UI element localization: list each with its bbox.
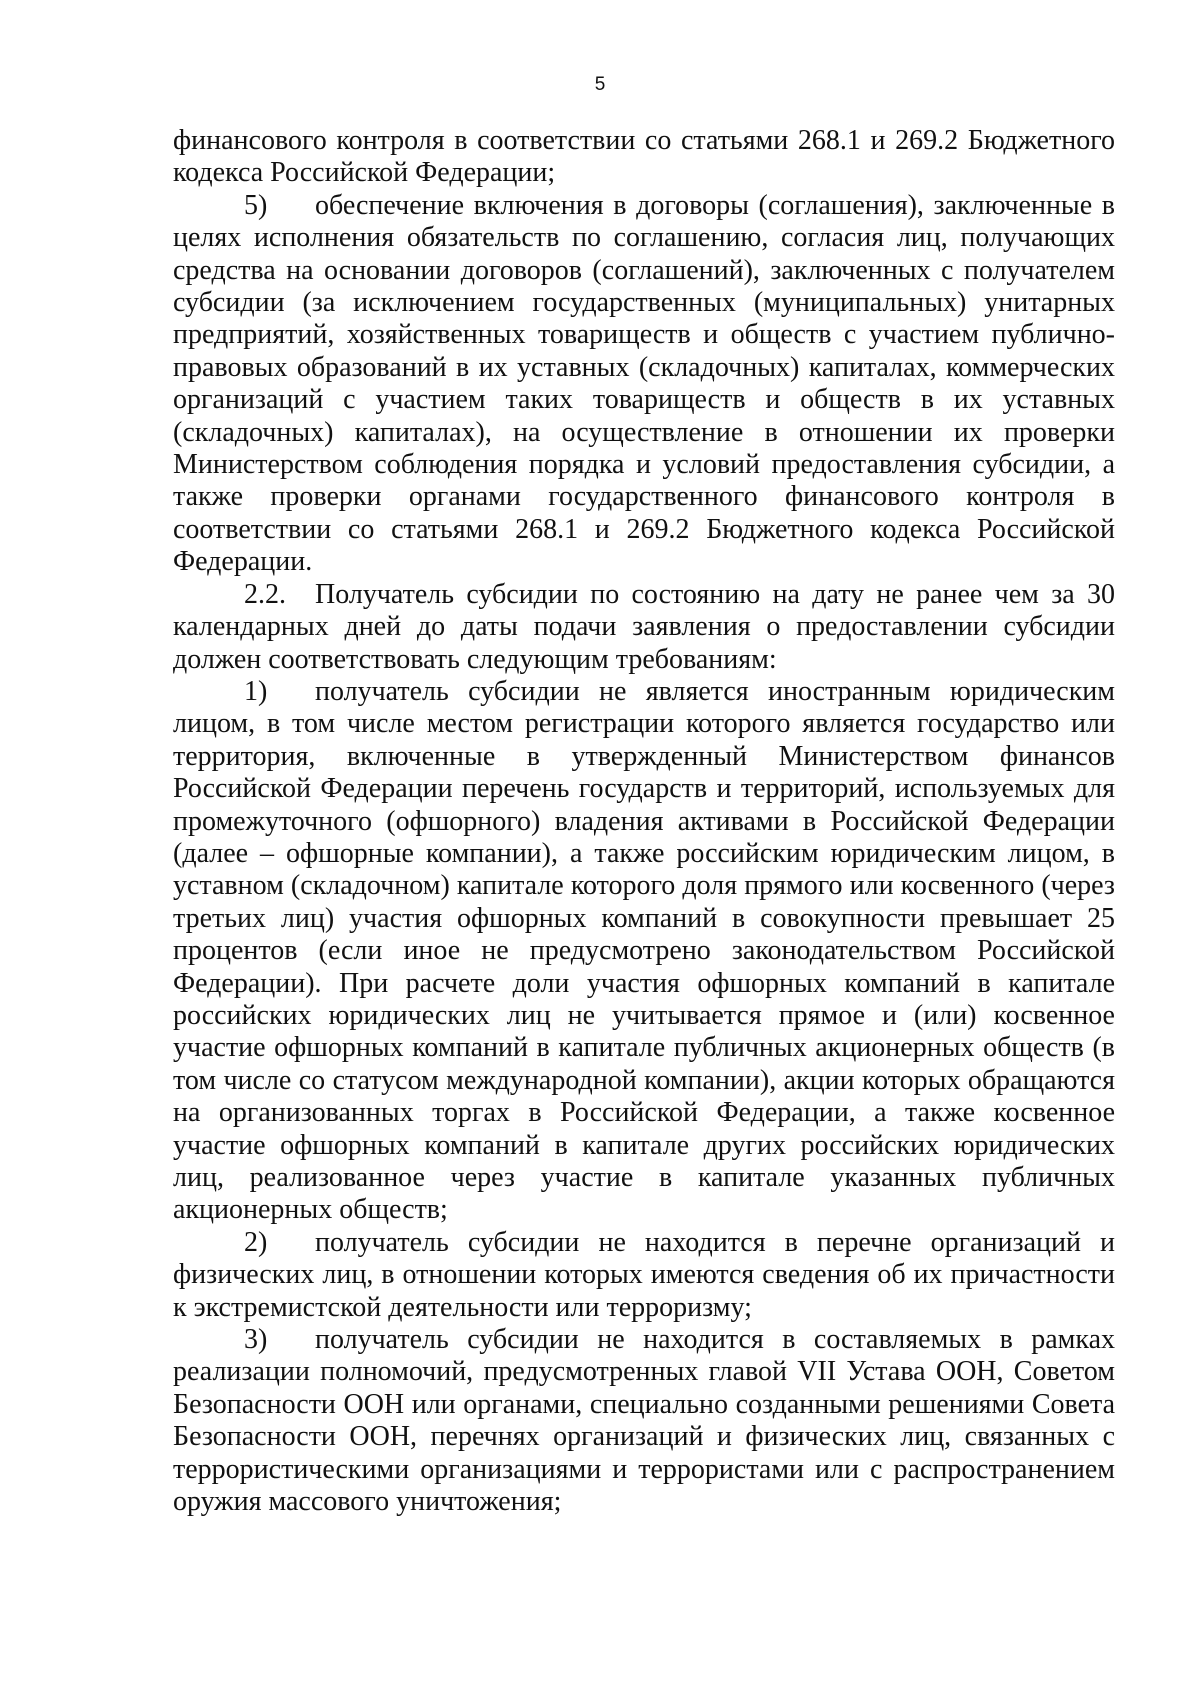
section-number: 2.2. <box>244 578 286 610</box>
item-number: 1) <box>244 675 268 707</box>
paragraph-text: получатель субсидии не является иностранным юридическим лицом, в том числе местом регистрации которого является государство или территория, включенные в утвержденный Министерством финансов Российской Федерации перечень государств и территорий, используемых для промежуточного (офшорного) владения активами в Российской Федерации (далее – офшорные компании), а также российским юридическим лицом, в уставном (складочном) капитале которого доля прямого или косвенного (через третьих лиц) участия офшорных компаний в совокупности превышает 25 процентов (если иное не предусмотрено законодательством Российской Федерации). При расчете доли участия офшорных компаний в капитале российских юридических лиц не учитывается прямое и (или) косвенное участие офшорных компаний в капитале публичных акционерных обществ (в том числе со статусом международной компании), акции которых обращаются на организованных торгах в Российской Федерации, а также косвенное участие офшорных компаний в капитале других российских юридических лиц, реализованное через участие в капитале указанных публичных акционерных обществ; <box>173 675 1115 1226</box>
list-item-2 <box>173 1227 1115 1324</box>
page-number: 5 <box>594 74 606 95</box>
item-number: 2) <box>244 1226 268 1258</box>
list-item-5 <box>173 190 1115 579</box>
item-number: 3) <box>244 1324 268 1356</box>
paragraph-text: получатель субсидии не находится в составляемых в рамках реализации полномочий, предусмотренных главой VII Устава ООН, Советом Безопасности ООН или органами, специально созданными решениями Совета Безопасности ООН, перечнях организаций и физических лиц, связанных с террористическими организациями и террористами или с распространением оружия массового уничтожения; <box>173 1324 1115 1518</box>
paragraph-text: Получатель субсидии по состоянию на дату не ранее чем за 30 календарных дней до даты подачи заявления о предоставлении субсидии должен соответствовать следующим требованиям: <box>173 578 1115 675</box>
paragraph-continuation <box>173 125 1115 190</box>
list-item-1 <box>173 676 1115 1227</box>
paragraph-text: получатель субсидии не находится в перечне организаций и физических лиц, в отношении которых имеются сведения об их причастности к экстремистской деятельности или терроризму; <box>173 1226 1115 1323</box>
item-number: 5) <box>244 189 268 221</box>
document-body <box>173 125 1115 1518</box>
section-2-2 <box>173 579 1115 676</box>
paragraph-text: финансового контроля в соответствии со статьями 268.1 и 269.2 Бюджетного кодекса Российской Федерации; <box>173 125 1115 189</box>
list-item-3 <box>173 1324 1115 1518</box>
paragraph-text: обеспечение включения в договоры (соглашения), заключенные в целях исполнения обязательств по соглашению, согласия лиц, получающих средства на основании договоров (соглашений), заключенных с получателем субсидии (за исключением государственных (муниципальных) унитарных предприятий, хозяйственных товариществ и обществ с участием публично-правовых образований в их уставных (складочных) капиталах, коммерческих организаций с участием таких товариществ и обществ в их уставных (складочных) капиталах), на осуществление в отношении их проверки Министерством соблюдения порядка и условий предоставления субсидии, а также проверки органами государственного финансового контроля в соответствии со статьями 268.1 и 269.2 Бюджетного кодекса Российской Федерации. <box>173 189 1115 578</box>
